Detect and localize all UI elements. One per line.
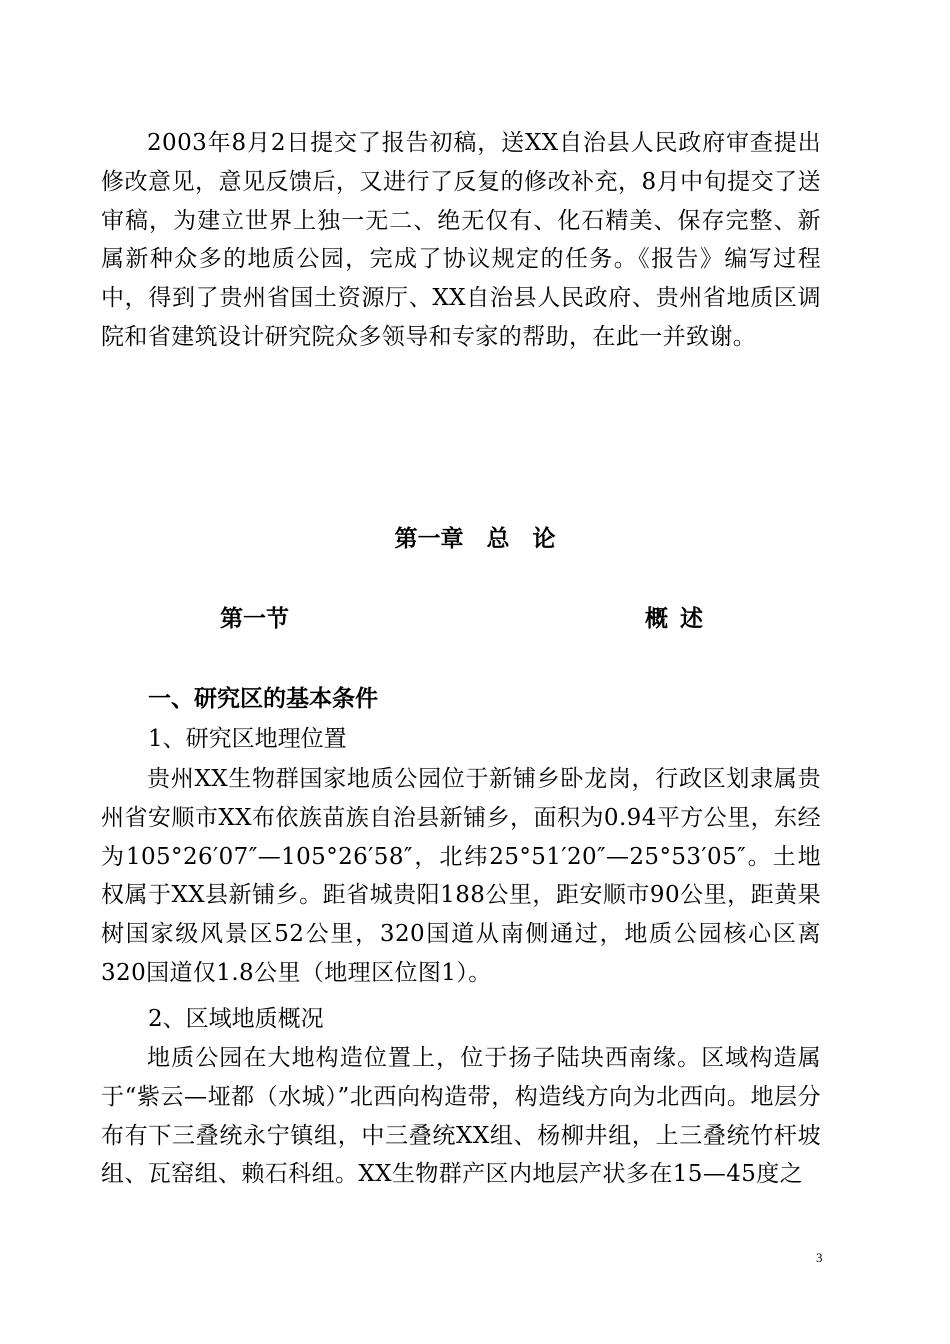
location-paragraph: 贵州XX生物群国家地质公园位于新铺乡卧龙岗，行政区划隶属贵州省安顺市XX布依族苗族自治县新铺乡，面积为0.94平方公里，东经为105°26′07″—105°26′58″，北纬25°51′20″—25°53′05″。土地权属于XX县新铺乡。距省城贵阳188公里，距安顺市90公里，距黄果树国家级风景区52公里，320国道从南侧通过，地质公园核心区离320国道仅1.8公里（地理区位图1）。 — [101, 766, 821, 986]
geology-paragraph: 地质公园在大地构造位置上，位于扬子陆块西南缘。区域构造属于“紫云—垭都（水城）”北西向构造带，构造线方向为北西向。地层分布有下三叠统永宁镇组，中三叠统XX组、杨柳井组，上三叠统竹杆坡组、瓦窑组、赖石科组。XX生物群产区内地层产状多在15—45度之 — [101, 1045, 821, 1188]
part-heading: 一、研究区的基本条件 — [148, 686, 378, 712]
page-number: 3 — [816, 1250, 823, 1265]
section-title: 概 述 — [645, 606, 704, 632]
chapter-title: 第一章 总 论 — [394, 526, 556, 552]
intro-paragraph: 2003年8月2日提交了报告初稿，送XX自治县人民政府审查提出修改意见，意见反馈后，又进行了反复的修改补充，8月中旬提交了送审稿，为建立世界上独一无二、绝无仅有、化石精美、保存完整、新属新种众多的地质公园，完成了协议规定的任务。《报告》编写过程中，得到了贵州省国土资源厅、XX自治县人民政府、贵州省地质区调院和省建筑设计研究院众多领导和专家的帮助，在此一并致谢。 — [101, 130, 821, 350]
subheading-geology: 2、区域地质概况 — [148, 1006, 324, 1032]
subheading-location: 1、研究区地理位置 — [148, 726, 347, 752]
section-label: 第一节 — [220, 606, 289, 632]
